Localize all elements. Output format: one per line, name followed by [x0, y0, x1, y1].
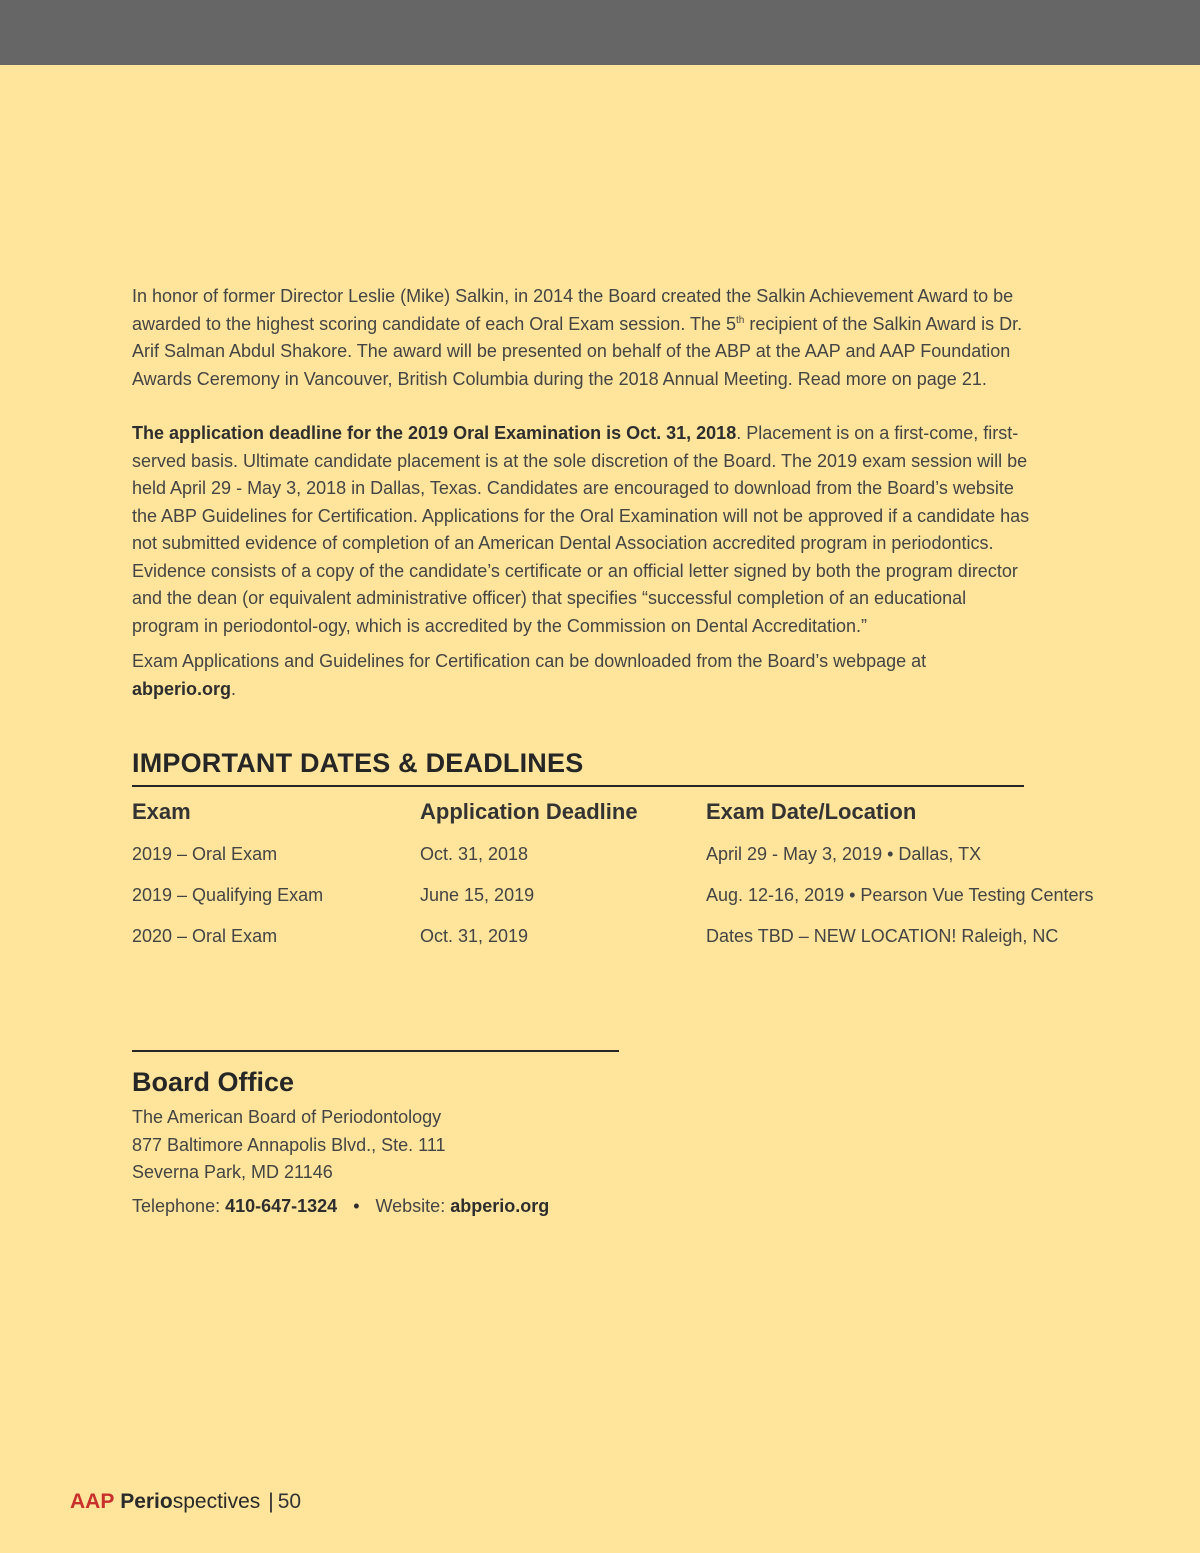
deadline-bold: The application deadline for the 2019 Oral Examination is Oct. 31, 2018 — [132, 423, 737, 443]
table-row — [132, 844, 1132, 885]
address-line-1: The American Board of Periodontology — [132, 1107, 442, 1127]
exam-cell: 2019 – Qualifying Exam — [132, 885, 324, 905]
website-link[interactable]: abperio.org — [450, 1195, 550, 1216]
deadline-text: . Placement is on a first-come, first-served basis. Ultimate candidate placement is at the sole discretion of the Board. The 2019 exam session will be held April 29 - May 3, 2018 in Dallas, Texas. Candidates are encouraged to download from the Board’s website the ABP Guidelines for Certification. Applications for the Oral Examination will not be approved if a candidate has not submitted evidence of completion of an American Dental Association accredited program in periodontics. Evidence consists of a copy of the candidate’s certificate or an official letter signed by both the program director and the dean (or equivalent administrative officer) that specifies “successful completion of an educational program in periodontol-ogy, which is accredited by the Commission on Dental Accreditation.” — [132, 423, 1030, 636]
footer-separator: | — [268, 1490, 274, 1513]
address-line-2: 877 Baltimore Annapolis Blvd., Ste. 111 — [132, 1134, 446, 1155]
board-office-section — [132, 1050, 619, 1217]
header-exam: Exam — [132, 799, 191, 824]
periospectives-perio: Perio — [120, 1490, 173, 1513]
ordinal-superscript: th — [736, 314, 745, 326]
page-number: 50 — [277, 1490, 302, 1513]
board-office-title: Board Office — [132, 1067, 295, 1097]
phone-label: Telephone: — [132, 1195, 226, 1216]
dates-title: IMPORTANT DATES & DEADLINES — [132, 745, 1024, 787]
download-text: Exam Applications and Guidelines for Certification can be downloaded from the Board’s webpage at — [132, 651, 927, 671]
p1-text-b: recipient of the Salkin Award is Dr. Arif Salman Abdul Shakore. The award will be presented on behalf of the ABP at the AAP and AAP Foundation Awards Ceremony in Vancouver, British Columbia during the 2018 Annual Meeting. Read more on page 21. — [132, 313, 1023, 389]
location-cell: Aug. 12-16, 2019 • Pearson Vue Testing Centers — [706, 885, 1094, 905]
periospectives-spectives: spectives — [172, 1490, 261, 1513]
deadline-cell: June 15, 2019 — [420, 885, 535, 905]
table-row — [132, 885, 1132, 926]
address-line-3: Severna Park, MD 21146 — [132, 1162, 333, 1182]
location-cell: April 29 - May 3, 2019 • Dallas, TX — [706, 844, 982, 864]
header-exam-date-location: Exam Date/Location — [706, 799, 917, 824]
exam-cell: 2019 – Oral Exam — [132, 844, 278, 864]
bullet-separator: • — [353, 1195, 360, 1216]
dates-table — [132, 799, 1132, 967]
page-footer — [70, 1490, 301, 1514]
location-cell: Dates TBD – NEW LOCATION! Raleigh, NC — [706, 926, 1059, 946]
table-header-row — [132, 799, 1132, 844]
exam-cell: 2020 – Oral Exam — [132, 926, 278, 946]
intro-section — [132, 283, 1032, 703]
download-paragraph — [132, 648, 1032, 703]
header-band — [0, 0, 1200, 65]
phone-number[interactable]: 410-647-1324 — [225, 1195, 338, 1216]
contact-line — [132, 1196, 619, 1217]
important-dates-section — [132, 745, 1094, 967]
deadline-paragraph — [132, 420, 1032, 640]
header-application-deadline: Application Deadline — [420, 799, 638, 824]
deadline-cell: Oct. 31, 2018 — [420, 844, 529, 864]
deadline-cell: Oct. 31, 2019 — [420, 926, 529, 946]
abperio-link[interactable]: abperio.org — [132, 678, 232, 699]
salkin-award-paragraph — [132, 283, 1032, 393]
p1-text-a: In honor of former Director Leslie (Mike) Salkin, in 2014 the Board created the Salkin Achievement Award to be awarded to the highest scoring candidate of each Oral Exam session. The 5 — [132, 286, 1014, 334]
aap-brand: AAP — [70, 1490, 115, 1513]
website-label: Website: — [375, 1195, 451, 1216]
table-row — [132, 926, 1132, 967]
download-period: . — [231, 678, 237, 699]
